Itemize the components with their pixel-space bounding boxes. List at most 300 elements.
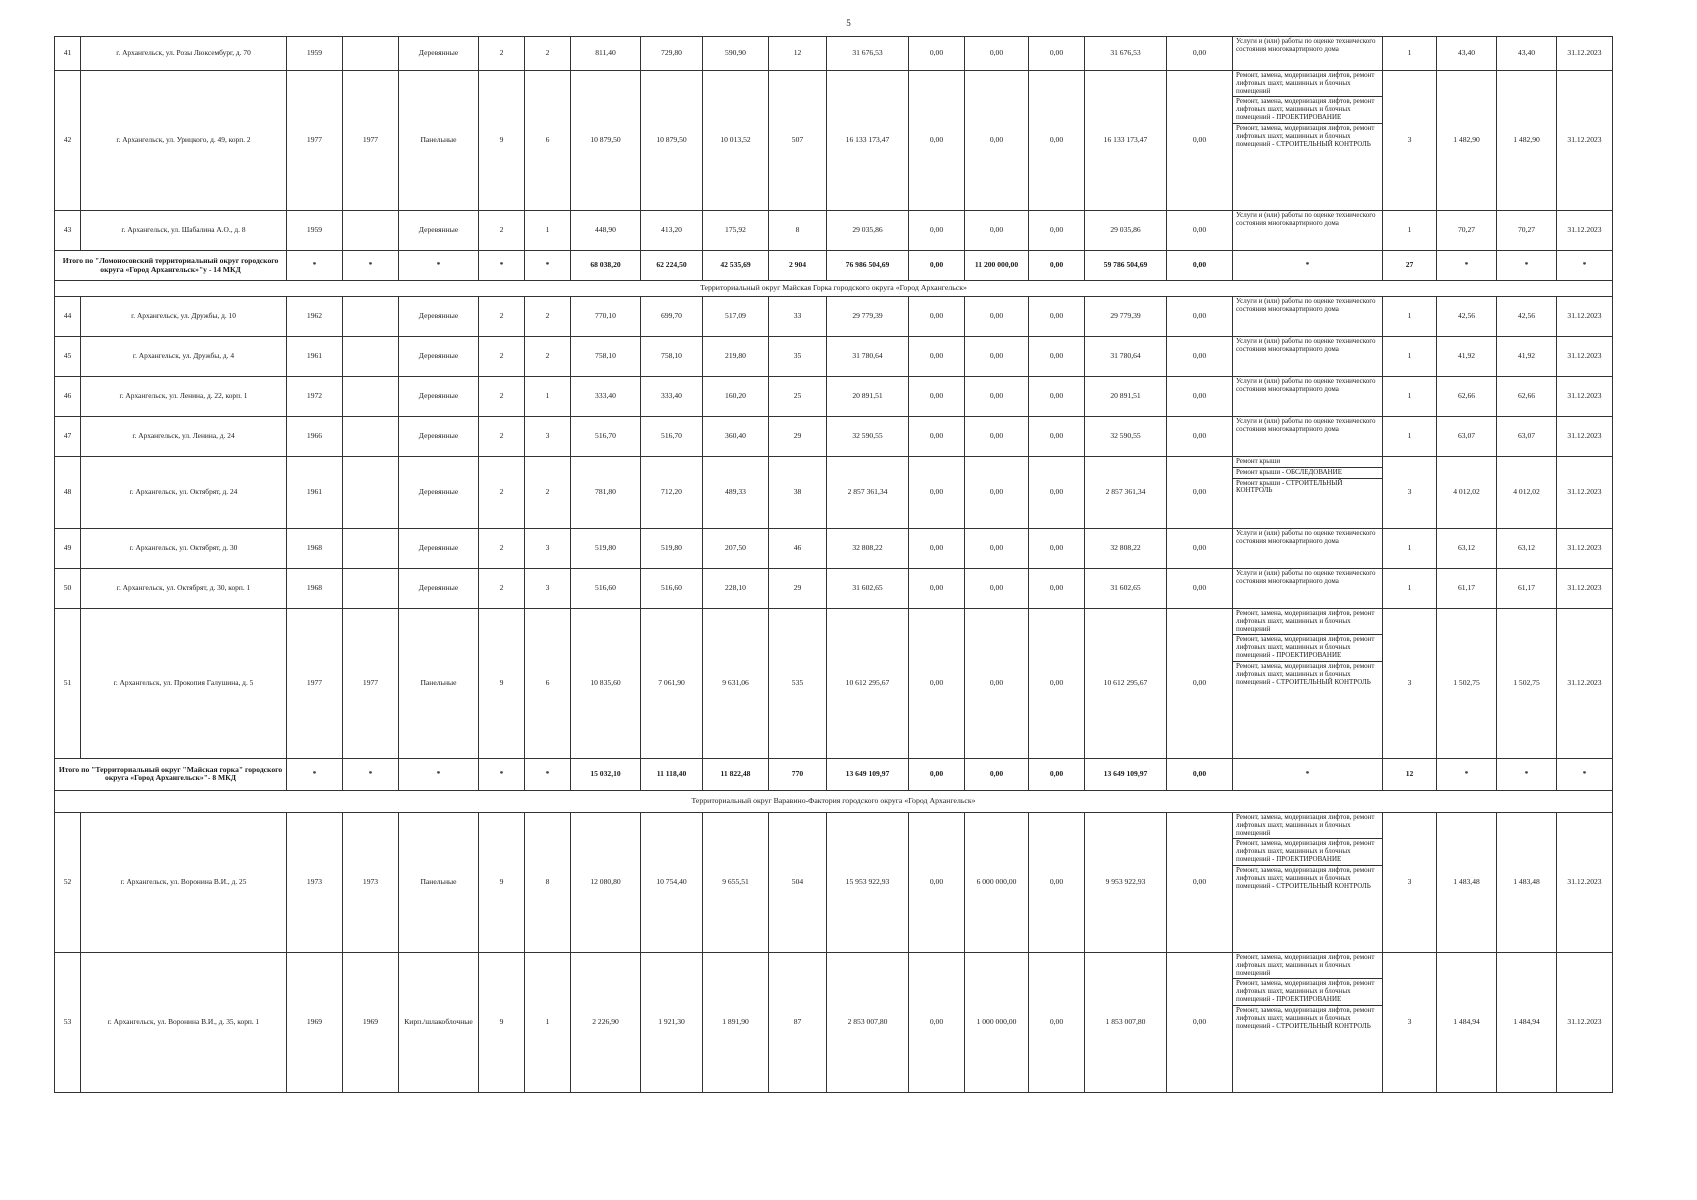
placeholder-star: *: [479, 758, 525, 790]
fund-owners-cell: 20 891,51: [1085, 376, 1167, 416]
section-header-row: [55, 281, 1613, 297]
cost-total-cell: 31 780,64: [827, 336, 909, 376]
address-cell: г. Архангельск, ул. Октябрят, д. 30, корп. 1: [81, 568, 287, 608]
residents-count-cell: 8: [769, 211, 827, 251]
placeholder-star: *: [1233, 251, 1383, 281]
table-row: [55, 211, 1613, 251]
unit-cost-cell: 61,17: [1437, 568, 1497, 608]
works-cell: [1233, 568, 1383, 608]
unit-cost-cell: 1 502,75: [1437, 608, 1497, 758]
fund-local-cell: 0,00: [1029, 758, 1085, 790]
cost-total-cell: 31 602,65: [827, 568, 909, 608]
unit-cost-cell: 70,27: [1437, 211, 1497, 251]
residents-count-cell: 38: [769, 456, 827, 528]
row-number: 41: [55, 37, 81, 71]
address-cell: г. Архангельск, ул. Ленина, д. 22, корп. 1: [81, 376, 287, 416]
limit-cost-cell: 63,12: [1497, 528, 1557, 568]
residents-count-cell: 87: [769, 952, 827, 1092]
fund-owners-cell: 31 602,65: [1085, 568, 1167, 608]
residents-count-cell: 507: [769, 71, 827, 211]
floors-cell: 2: [479, 376, 525, 416]
deadline-cell: 31.12.2023: [1557, 376, 1613, 416]
area-total-cell: 15 032,10: [571, 758, 641, 790]
works-list: [1233, 297, 1382, 315]
address-cell: г. Архангельск, ул. Воронина В.И., д. 25: [81, 812, 287, 952]
floors-cell: 2: [479, 296, 525, 336]
section-title: Территориальный округ Варавино-Фактория городского округа «Город Архангельск»: [55, 790, 1613, 812]
placeholder-star: *: [399, 251, 479, 281]
year-reconstruction-cell: [343, 568, 399, 608]
floors-cell: 2: [479, 336, 525, 376]
work-item: Услуги и (или) работы по оценке технического состояния многоквартирного дома: [1236, 296, 1376, 313]
year-reconstruction-cell: [343, 336, 399, 376]
area-residents-cell: 228,10: [703, 568, 769, 608]
area-premises-cell: 729,80: [641, 37, 703, 71]
row-number: 47: [55, 416, 81, 456]
works-list: [1233, 37, 1382, 55]
fund-other-cell: 0,00: [1167, 812, 1233, 952]
row-number: 48: [55, 456, 81, 528]
walls-material-cell: Деревянные: [399, 296, 479, 336]
year-reconstruction-cell: 1973: [343, 812, 399, 952]
deadline-cell: 31.12.2023: [1557, 211, 1613, 251]
area-premises-cell: 712,20: [641, 456, 703, 528]
year-reconstruction-cell: [343, 456, 399, 528]
area-total-cell: 10 835,60: [571, 608, 641, 758]
entrances-cell: 6: [525, 71, 571, 211]
fund-other-cell: 0,00: [1167, 71, 1233, 211]
works-list: [1233, 609, 1382, 687]
cost-total-cell: 31 676,53: [827, 37, 909, 71]
area-premises-cell: 10 879,50: [641, 71, 703, 211]
walls-material-cell: Деревянные: [399, 211, 479, 251]
fund-federal-cell: 0,00: [909, 456, 965, 528]
deadline-cell: 31.12.2023: [1557, 568, 1613, 608]
works-cell: [1233, 528, 1383, 568]
row-number: 44: [55, 296, 81, 336]
year-built-cell: 1969: [287, 952, 343, 1092]
works-cell: [1233, 376, 1383, 416]
cost-total-cell: 2 853 007,80: [827, 952, 909, 1092]
residents-count-cell: 770: [769, 758, 827, 790]
capital-repair-table: [54, 36, 1613, 1093]
fund-owners-cell: 2 857 361,34: [1085, 456, 1167, 528]
fund-other-cell: 0,00: [1167, 251, 1233, 281]
fund-local-cell: 0,00: [1029, 71, 1085, 211]
row-number: 52: [55, 812, 81, 952]
fund-regional-cell: 0,00: [965, 296, 1029, 336]
placeholder-star: *: [399, 758, 479, 790]
address-cell: г. Архангельск, ул. Ленина, д. 24: [81, 416, 287, 456]
limit-cost-cell: 62,66: [1497, 376, 1557, 416]
work-type-count-cell: 1: [1383, 296, 1437, 336]
residents-count-cell: 46: [769, 528, 827, 568]
works-list: [1233, 457, 1382, 496]
placeholder-star: *: [1497, 251, 1557, 281]
floors-cell: 9: [479, 952, 525, 1092]
fund-regional-cell: 0,00: [965, 528, 1029, 568]
fund-federal-cell: 0,00: [909, 416, 965, 456]
work-item: Ремонт, замена, модернизация лифтов, ремонт лифтовых шахт, машинных и блочных помещений - ПРОЕКТИРОВАНИЕ: [1233, 96, 1382, 122]
area-residents-cell: 489,33: [703, 456, 769, 528]
fund-owners-cell: 13 649 109,97: [1085, 758, 1167, 790]
cost-total-cell: 32 808,22: [827, 528, 909, 568]
row-number: 43: [55, 211, 81, 251]
table-row: [55, 296, 1613, 336]
area-total-cell: 10 879,50: [571, 71, 641, 211]
deadline-cell: 31.12.2023: [1557, 37, 1613, 71]
unit-cost-cell: 42,56: [1437, 296, 1497, 336]
entrances-cell: 3: [525, 416, 571, 456]
work-type-count-cell: 27: [1383, 251, 1437, 281]
limit-cost-cell: 41,92: [1497, 336, 1557, 376]
year-built-cell: 1959: [287, 37, 343, 71]
fund-regional-cell: 0,00: [965, 336, 1029, 376]
work-type-count-cell: 1: [1383, 211, 1437, 251]
year-built-cell: 1961: [287, 336, 343, 376]
works-list: [1233, 953, 1382, 1031]
walls-material-cell: Панельные: [399, 608, 479, 758]
unit-cost-cell: 1 483,48: [1437, 812, 1497, 952]
table-row: [55, 71, 1613, 211]
fund-local-cell: 0,00: [1029, 376, 1085, 416]
work-item: Ремонт, замена, модернизация лифтов, ремонт лифтовых шахт, машинных и блочных помещений - ПРОЕКТИРОВАНИЕ: [1233, 634, 1382, 660]
table-row: [55, 568, 1613, 608]
work-item: Ремонт, замена, модернизация лифтов, ремонт лифтовых шахт, машинных и блочных помещений: [1236, 812, 1375, 837]
section-header-row: [55, 790, 1613, 812]
works-list: [1233, 337, 1382, 355]
area-residents-cell: 160,20: [703, 376, 769, 416]
walls-material-cell: Панельные: [399, 71, 479, 211]
placeholder-star: *: [343, 251, 399, 281]
row-number: 49: [55, 528, 81, 568]
limit-cost-cell: 1 482,90: [1497, 71, 1557, 211]
area-total-cell: 12 080,80: [571, 812, 641, 952]
placeholder-star: *: [287, 758, 343, 790]
works-cell: [1233, 416, 1383, 456]
fund-regional-cell: 0,00: [965, 211, 1029, 251]
address-cell: г. Архангельск, ул. Октябрят, д. 30: [81, 528, 287, 568]
fund-other-cell: 0,00: [1167, 37, 1233, 71]
work-type-count-cell: 1: [1383, 37, 1437, 71]
address-cell: г. Архангельск, ул. Розы Люксембург, д. 70: [81, 37, 287, 71]
fund-other-cell: 0,00: [1167, 376, 1233, 416]
work-item: Услуги и (или) работы по оценке технического состояния многоквартирного дома: [1236, 568, 1376, 585]
unit-cost-cell: 41,92: [1437, 336, 1497, 376]
fund-local-cell: 0,00: [1029, 608, 1085, 758]
deadline-cell: 31.12.2023: [1557, 336, 1613, 376]
fund-regional-cell: 6 000 000,00: [965, 812, 1029, 952]
address-cell: г. Архангельск, ул. Воронина В.И., д. 35, корп. 1: [81, 952, 287, 1092]
fund-local-cell: 0,00: [1029, 416, 1085, 456]
area-residents-cell: 207,50: [703, 528, 769, 568]
fund-other-cell: 0,00: [1167, 568, 1233, 608]
fund-other-cell: 0,00: [1167, 952, 1233, 1092]
work-item: Ремонт, замена, модернизация лифтов, ремонт лифтовых шахт, машинных и блочных помещений - ПРОЕКТИРОВАНИЕ: [1233, 978, 1382, 1004]
works-cell: [1233, 952, 1383, 1092]
table-row: [55, 812, 1613, 952]
fund-regional-cell: 0,00: [965, 376, 1029, 416]
deadline-cell: 31.12.2023: [1557, 71, 1613, 211]
deadline-cell: 31.12.2023: [1557, 296, 1613, 336]
floors-cell: 2: [479, 456, 525, 528]
work-item: Ремонт, замена, модернизация лифтов, ремонт лифтовых шахт, машинных и блочных помещений - СТРОИТЕЛЬНЫЙ КОНТРОЛЬ: [1233, 661, 1382, 687]
entrances-cell: 3: [525, 528, 571, 568]
entrances-cell: 2: [525, 37, 571, 71]
area-premises-cell: 699,70: [641, 296, 703, 336]
work-item: Ремонт, замена, модернизация лифтов, ремонт лифтовых шахт, машинных и блочных помещений: [1236, 71, 1375, 95]
floors-cell: 2: [479, 568, 525, 608]
fund-regional-cell: 0,00: [965, 456, 1029, 528]
walls-material-cell: Деревянные: [399, 528, 479, 568]
work-item: Ремонт крыши: [1236, 456, 1281, 465]
area-premises-cell: 516,70: [641, 416, 703, 456]
total-row: [55, 251, 1613, 281]
year-built-cell: 1961: [287, 456, 343, 528]
table-row: [55, 528, 1613, 568]
placeholder-star: *: [1437, 251, 1497, 281]
work-type-count-cell: 3: [1383, 456, 1437, 528]
cost-total-cell: 16 133 173,47: [827, 71, 909, 211]
residents-count-cell: 535: [769, 608, 827, 758]
area-premises-cell: 11 118,40: [641, 758, 703, 790]
work-type-count-cell: 1: [1383, 528, 1437, 568]
fund-owners-cell: 1 853 007,80: [1085, 952, 1167, 1092]
unit-cost-cell: 43,40: [1437, 37, 1497, 71]
cost-total-cell: 10 612 295,67: [827, 608, 909, 758]
area-total-cell: 516,60: [571, 568, 641, 608]
placeholder-star: *: [525, 251, 571, 281]
year-built-cell: 1966: [287, 416, 343, 456]
work-item: Услуги и (или) работы по оценке технического состояния многоквартирного дома: [1236, 336, 1376, 353]
fund-federal-cell: 0,00: [909, 952, 965, 1092]
fund-federal-cell: 0,00: [909, 812, 965, 952]
year-built-cell: 1977: [287, 608, 343, 758]
work-item: Услуги и (или) работы по оценке технического состояния многоквартирного дома: [1236, 37, 1376, 53]
work-item: Услуги и (или) работы по оценке технического состояния многоквартирного дома: [1236, 416, 1376, 433]
placeholder-star: *: [525, 758, 571, 790]
work-type-count-cell: 12: [1383, 758, 1437, 790]
year-built-cell: 1972: [287, 376, 343, 416]
work-item: Ремонт, замена, модернизация лифтов, ремонт лифтовых шахт, машинных и блочных помещений - СТРОИТЕЛЬНЫЙ КОНТРОЛЬ: [1233, 1005, 1382, 1031]
unit-cost-cell: 63,12: [1437, 528, 1497, 568]
year-reconstruction-cell: [343, 376, 399, 416]
works-cell: [1233, 37, 1383, 71]
work-item: Ремонт, замена, модернизация лифтов, ремонт лифтовых шахт, машинных и блочных помещений: [1236, 952, 1375, 977]
works-list: [1233, 529, 1382, 547]
works-cell: [1233, 456, 1383, 528]
work-item: Услуги и (или) работы по оценке технического состояния многоквартирного дома: [1236, 211, 1376, 227]
fund-federal-cell: 0,00: [909, 251, 965, 281]
residents-count-cell: 29: [769, 568, 827, 608]
residents-count-cell: 2 904: [769, 251, 827, 281]
area-premises-cell: 10 754,40: [641, 812, 703, 952]
cost-total-cell: 13 649 109,97: [827, 758, 909, 790]
residents-count-cell: 29: [769, 416, 827, 456]
area-total-cell: 68 038,20: [571, 251, 641, 281]
walls-material-cell: Деревянные: [399, 456, 479, 528]
fund-local-cell: 0,00: [1029, 456, 1085, 528]
works-cell: [1233, 211, 1383, 251]
fund-owners-cell: 29 035,86: [1085, 211, 1167, 251]
work-type-count-cell: 1: [1383, 336, 1437, 376]
placeholder-star: *: [343, 758, 399, 790]
area-total-cell: 2 226,90: [571, 952, 641, 1092]
floors-cell: 9: [479, 71, 525, 211]
residents-count-cell: 504: [769, 812, 827, 952]
works-cell: [1233, 812, 1383, 952]
limit-cost-cell: 61,17: [1497, 568, 1557, 608]
fund-owners-cell: 31 676,53: [1085, 37, 1167, 71]
year-built-cell: 1968: [287, 528, 343, 568]
fund-regional-cell: 0,00: [965, 416, 1029, 456]
residents-count-cell: 33: [769, 296, 827, 336]
address-cell: г. Архангельск, ул. Урицкого, д. 49, корп. 2: [81, 71, 287, 211]
area-total-cell: 448,90: [571, 211, 641, 251]
fund-local-cell: 0,00: [1029, 296, 1085, 336]
limit-cost-cell: 1 502,75: [1497, 608, 1557, 758]
work-item: Услуги и (или) работы по оценке технического состояния многоквартирного дома: [1236, 376, 1376, 393]
walls-material-cell: Деревянные: [399, 416, 479, 456]
fund-owners-cell: 31 780,64: [1085, 336, 1167, 376]
year-built-cell: 1977: [287, 71, 343, 211]
fund-federal-cell: 0,00: [909, 568, 965, 608]
entrances-cell: 2: [525, 296, 571, 336]
work-type-count-cell: 3: [1383, 71, 1437, 211]
year-reconstruction-cell: 1977: [343, 608, 399, 758]
section-title: Территориальный округ Майская Горка городского округа «Город Архангельск»: [55, 281, 1613, 297]
fund-federal-cell: 0,00: [909, 336, 965, 376]
year-built-cell: 1959: [287, 211, 343, 251]
work-type-count-cell: 1: [1383, 568, 1437, 608]
table-row: [55, 376, 1613, 416]
floors-cell: 9: [479, 608, 525, 758]
fund-owners-cell: 9 953 922,93: [1085, 812, 1167, 952]
area-residents-cell: 42 535,69: [703, 251, 769, 281]
works-list: [1233, 813, 1382, 891]
work-type-count-cell: 1: [1383, 416, 1437, 456]
floors-cell: 2: [479, 37, 525, 71]
fund-regional-cell: 0,00: [965, 37, 1029, 71]
year-built-cell: 1973: [287, 812, 343, 952]
year-reconstruction-cell: [343, 211, 399, 251]
work-type-count-cell: 1: [1383, 376, 1437, 416]
entrances-cell: 2: [525, 336, 571, 376]
address-cell: г. Архангельск, ул. Шабалина А.О., д. 8: [81, 211, 287, 251]
works-cell: [1233, 336, 1383, 376]
deadline-cell: 31.12.2023: [1557, 952, 1613, 1092]
total-label: Итого по "Территориальный округ "Майская горка" городского округа «Город Архангельск»"- 8 МКД: [55, 758, 287, 790]
fund-other-cell: 0,00: [1167, 211, 1233, 251]
fund-regional-cell: 1 000 000,00: [965, 952, 1029, 1092]
fund-local-cell: 0,00: [1029, 952, 1085, 1092]
area-premises-cell: 333,40: [641, 376, 703, 416]
fund-other-cell: 0,00: [1167, 528, 1233, 568]
area-total-cell: 758,10: [571, 336, 641, 376]
fund-owners-cell: 16 133 173,47: [1085, 71, 1167, 211]
fund-owners-cell: 10 612 295,67: [1085, 608, 1167, 758]
fund-local-cell: 0,00: [1029, 37, 1085, 71]
fund-federal-cell: 0,00: [909, 71, 965, 211]
area-residents-cell: 360,40: [703, 416, 769, 456]
address-cell: г. Архангельск, ул. Октябрят, д. 24: [81, 456, 287, 528]
row-number: 45: [55, 336, 81, 376]
fund-other-cell: 0,00: [1167, 758, 1233, 790]
fund-other-cell: 0,00: [1167, 296, 1233, 336]
row-number: 42: [55, 71, 81, 211]
area-total-cell: 770,10: [571, 296, 641, 336]
walls-material-cell: Деревянные: [399, 568, 479, 608]
fund-other-cell: 0,00: [1167, 416, 1233, 456]
row-number: 51: [55, 608, 81, 758]
year-reconstruction-cell: 1969: [343, 952, 399, 1092]
area-premises-cell: 516,60: [641, 568, 703, 608]
fund-federal-cell: 0,00: [909, 376, 965, 416]
year-reconstruction-cell: [343, 528, 399, 568]
works-list: [1233, 71, 1382, 149]
floors-cell: 2: [479, 211, 525, 251]
fund-local-cell: 0,00: [1029, 812, 1085, 952]
total-label: Итого по "Ломоносовский территориальный округ городского округа «Город Архангельск»"у - 14 МКД: [55, 251, 287, 281]
work-type-count-cell: 3: [1383, 812, 1437, 952]
table-row: [55, 456, 1613, 528]
fund-other-cell: 0,00: [1167, 608, 1233, 758]
area-total-cell: 811,40: [571, 37, 641, 71]
work-item: Услуги и (или) работы по оценке технического состояния многоквартирного дома: [1236, 528, 1376, 545]
fund-other-cell: 0,00: [1167, 456, 1233, 528]
fund-owners-cell: 29 779,39: [1085, 296, 1167, 336]
works-list: [1233, 417, 1382, 435]
fund-regional-cell: 0,00: [965, 758, 1029, 790]
fund-local-cell: 0,00: [1029, 568, 1085, 608]
walls-material-cell: Деревянные: [399, 336, 479, 376]
area-total-cell: 333,40: [571, 376, 641, 416]
works-list: [1233, 211, 1382, 229]
floors-cell: 9: [479, 812, 525, 952]
cost-total-cell: 20 891,51: [827, 376, 909, 416]
fund-local-cell: 0,00: [1029, 251, 1085, 281]
area-premises-cell: 1 921,30: [641, 952, 703, 1092]
fund-owners-cell: 32 590,55: [1085, 416, 1167, 456]
year-reconstruction-cell: [343, 296, 399, 336]
works-cell: [1233, 608, 1383, 758]
year-built-cell: 1962: [287, 296, 343, 336]
area-total-cell: 516,70: [571, 416, 641, 456]
total-row: [55, 758, 1613, 790]
limit-cost-cell: 70,27: [1497, 211, 1557, 251]
area-premises-cell: 413,20: [641, 211, 703, 251]
fund-regional-cell: 0,00: [965, 71, 1029, 211]
area-residents-cell: 219,80: [703, 336, 769, 376]
work-type-count-cell: 3: [1383, 608, 1437, 758]
area-premises-cell: 7 061,90: [641, 608, 703, 758]
row-number: 53: [55, 952, 81, 1092]
work-item: Ремонт крыши - СТРОИТЕЛЬНЫЙ КОНТРОЛЬ: [1233, 478, 1382, 497]
fund-federal-cell: 0,00: [909, 758, 965, 790]
cost-total-cell: 76 986 504,69: [827, 251, 909, 281]
works-cell: [1233, 296, 1383, 336]
walls-material-cell: Панельные: [399, 812, 479, 952]
unit-cost-cell: 4 012,02: [1437, 456, 1497, 528]
year-reconstruction-cell: [343, 416, 399, 456]
fund-federal-cell: 0,00: [909, 37, 965, 71]
year-built-cell: 1968: [287, 568, 343, 608]
deadline-cell: 31.12.2023: [1557, 416, 1613, 456]
row-number: 50: [55, 568, 81, 608]
cost-total-cell: 15 953 922,93: [827, 812, 909, 952]
fund-regional-cell: 0,00: [965, 608, 1029, 758]
entrances-cell: 1: [525, 211, 571, 251]
